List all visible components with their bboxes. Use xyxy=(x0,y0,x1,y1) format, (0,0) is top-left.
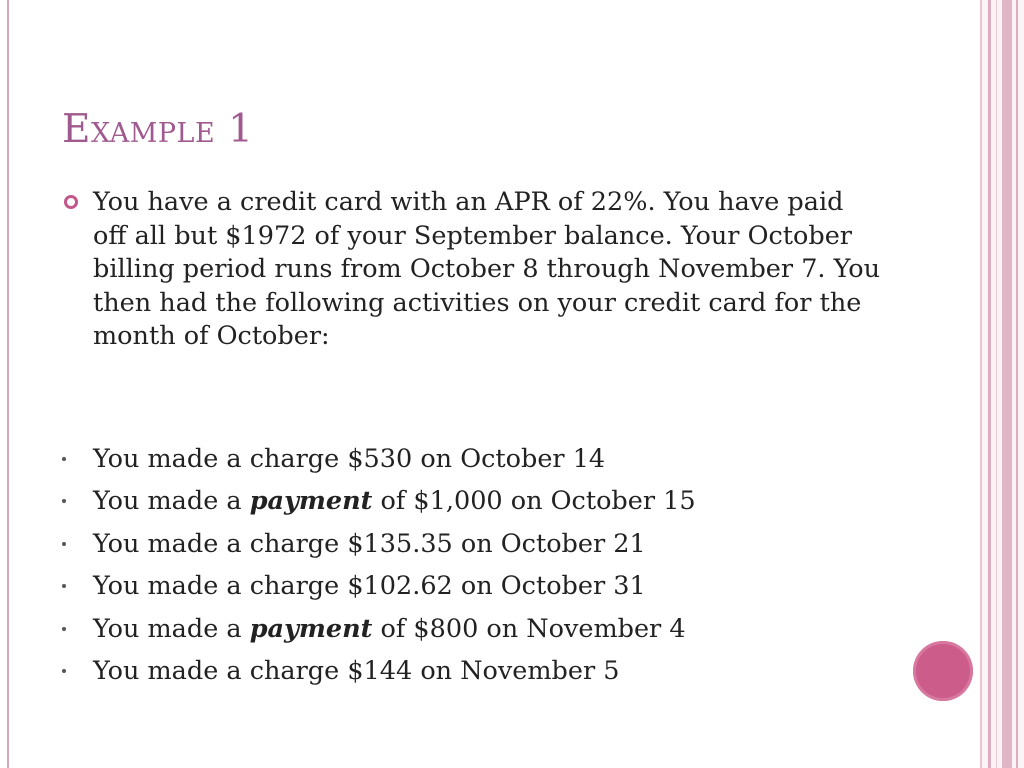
list-item xyxy=(62,608,696,650)
ring-bullet-icon xyxy=(64,195,78,209)
emphasis-payment: payment xyxy=(249,613,373,644)
activity-text: You made a charge $135.35 on October 21 xyxy=(93,528,646,559)
bullet-dot-icon xyxy=(62,499,66,503)
bullet-dot-icon xyxy=(62,584,66,588)
right-decorative-stripes xyxy=(980,0,1024,768)
activity-text: You made a charge $530 on October 14 xyxy=(93,444,606,474)
bullet-dot-icon xyxy=(62,542,66,546)
activity-text: You made a xyxy=(93,486,250,517)
intro-paragraph xyxy=(62,186,882,354)
bullet-dot-icon xyxy=(62,669,66,673)
bullet-dot-icon xyxy=(62,457,66,461)
stripe xyxy=(1002,0,1012,768)
list-item xyxy=(62,523,696,565)
activity-text: of $800 on November 4 xyxy=(372,613,686,644)
activity-text: You made a charge $102.62 on October 31 xyxy=(93,571,646,602)
intro-text: You have a credit card with an APR of 22%. You have paid off all but $1972 of your September balance. Your October billing period runs from October 8 through November 7. You then had the following activities on your credit card for the month of October: xyxy=(93,187,881,351)
emphasis-payment: payment xyxy=(249,486,373,517)
stripe xyxy=(988,0,991,768)
left-border-line xyxy=(7,0,9,768)
list-item xyxy=(62,480,696,522)
activity-text: of $1,000 on October 15 xyxy=(372,486,696,517)
activity-text: You made a charge $144 on November 5 xyxy=(93,656,620,687)
decorative-circle xyxy=(913,641,973,701)
bullet-dot-icon xyxy=(62,627,66,631)
stripe xyxy=(980,0,982,768)
stripe xyxy=(1016,0,1018,768)
slide-title: Example 1 xyxy=(62,107,254,152)
activity-text: You made a xyxy=(93,613,250,644)
list-item xyxy=(62,650,696,692)
list-item xyxy=(62,565,696,607)
list-item xyxy=(62,438,696,480)
activity-list xyxy=(62,438,696,692)
stripe xyxy=(996,0,997,768)
